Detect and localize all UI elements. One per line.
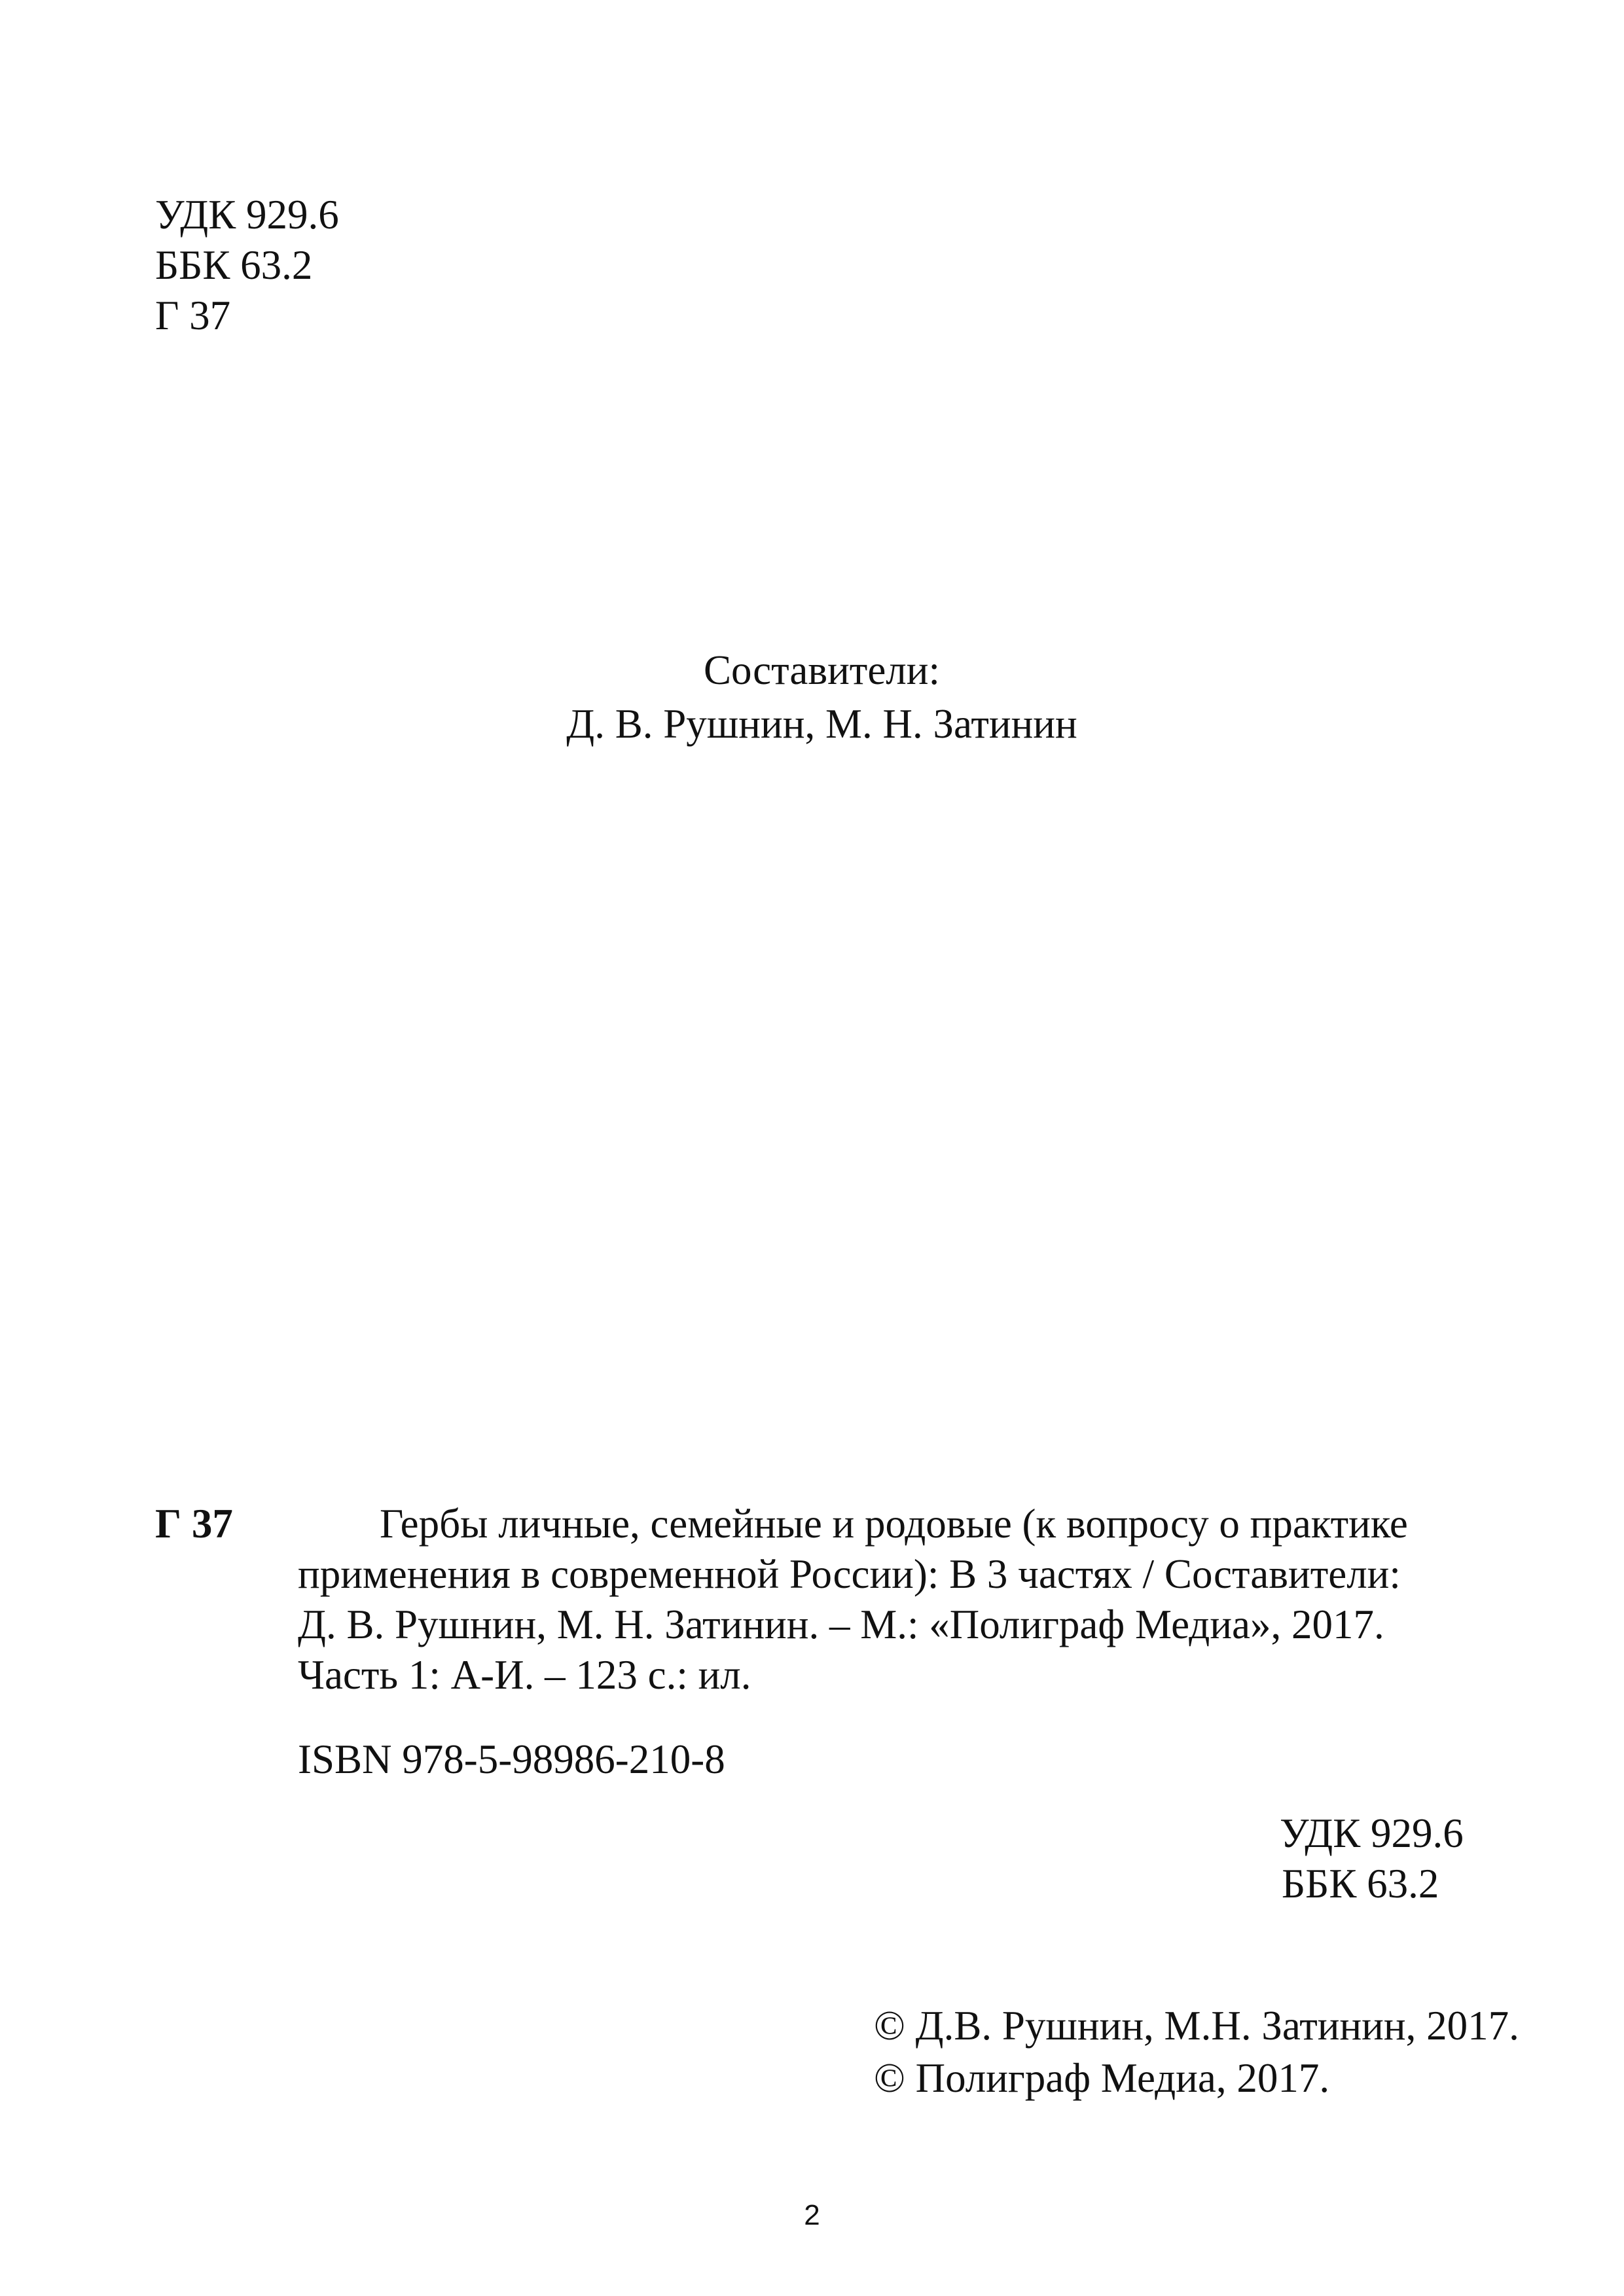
compilers-block: [0, 643, 1624, 751]
compilers-label: Составители:: [704, 647, 940, 693]
isbn: ISBN 978-5-98986-210-8: [298, 1736, 725, 1782]
bibliographic-description: [298, 1499, 1476, 1700]
header-bbk: ББК 63.2: [155, 242, 313, 288]
header-author-mark: Г 37: [155, 293, 231, 338]
biblio-line-1: Гербы личные, семейные и родовые (к вопросу о практике: [380, 1501, 1408, 1547]
biblio-line-4: Часть 1: А-И. – 123 с.: ил.: [298, 1652, 751, 1698]
catalog-bbk: ББК 63.2: [1282, 1861, 1439, 1907]
page-number: 2: [804, 2199, 820, 2231]
copyright-authors: © Д.В. Рушнин, М.Н. Затинин, 2017.: [874, 2003, 1519, 2049]
catalog-author-mark: Г 37: [155, 1501, 233, 1547]
copyright-publisher: © Полиграф Медиа, 2017.: [874, 2055, 1330, 2101]
biblio-line-2: применения в современной России): В 3 частях / Составители:: [298, 1551, 1401, 1597]
catalog-udk: УДК 929.6: [1280, 1810, 1464, 1856]
compilers-names: Д. В. Рушнин, М. Н. Затинин: [566, 701, 1077, 747]
header-classification-codes: [155, 190, 339, 341]
header-udk: УДК 929.6: [155, 192, 339, 238]
biblio-line-3: Д. В. Рушнин, М. Н. Затинин. – М.: «Полиграф Медиа», 2017.: [298, 1602, 1384, 1647]
copyright-block: [874, 2000, 1519, 2104]
catalog-classification-codes: [1280, 1808, 1464, 1909]
